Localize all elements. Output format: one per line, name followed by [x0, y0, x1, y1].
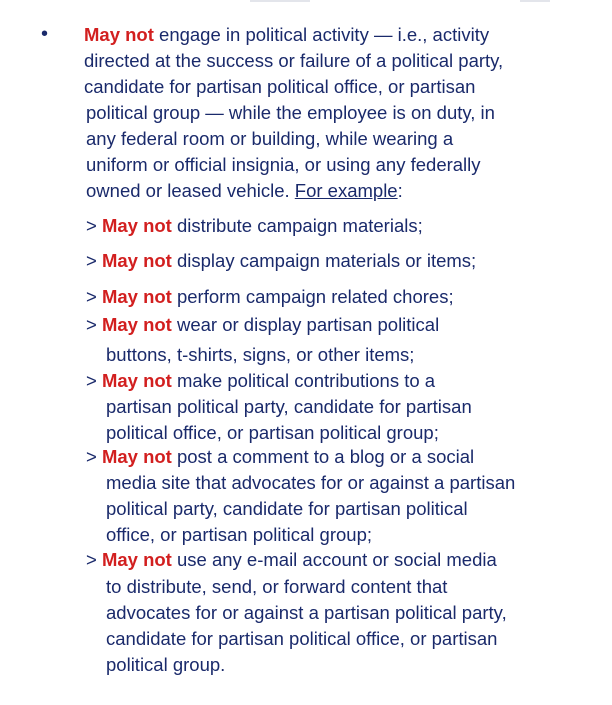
- lead-line-3: candidate for partisan political office, or partisan: [84, 76, 476, 97]
- may-not-label: May not: [84, 24, 154, 45]
- list-item-7: [86, 547, 497, 573]
- may-not-label: May not: [101, 370, 172, 391]
- for-example-label: For example: [294, 180, 398, 201]
- list-item-5: [86, 368, 435, 394]
- top-edge-artifact: [520, 0, 550, 2]
- item-text: distribute campaign materials;: [171, 215, 423, 236]
- item-marker: >: [86, 215, 102, 236]
- list-item-7-continuation: candidate for partisan political office, or partisan: [106, 628, 498, 649]
- list-item-6-continuation: media site that advocates for or against a partisan: [106, 472, 516, 493]
- list-item-7-continuation: to distribute, send, or forward content that: [106, 576, 448, 597]
- lead-line-5: any federal room or building, while wearing a: [86, 128, 454, 149]
- item-text: wear or display partisan political: [171, 314, 440, 335]
- list-item-7-continuation: advocates for or against a partisan political party,: [106, 602, 507, 623]
- lead-line-7: [86, 178, 403, 204]
- top-edge-artifact: [250, 0, 310, 2]
- item-text: display campaign materials or items;: [171, 250, 477, 271]
- item-text: make political contributions to a: [171, 370, 436, 391]
- list-item-3: [86, 284, 454, 310]
- lead-text: :: [397, 180, 403, 201]
- item-marker: >: [86, 314, 102, 335]
- list-item-5-continuation: partisan political party, candidate for partisan: [106, 396, 472, 417]
- item-marker: >: [86, 370, 102, 391]
- item-marker: >: [86, 446, 102, 467]
- may-not-label: May not: [101, 446, 172, 467]
- may-not-label: May not: [101, 215, 172, 236]
- lead-line-2: directed at the success or failure of a political party,: [84, 50, 504, 71]
- item-text: perform campaign related chores;: [171, 286, 454, 307]
- lead-line-1: [84, 22, 489, 48]
- lead-line-6: uniform or official insignia, or using any federally: [86, 154, 481, 175]
- bullet-marker: •: [41, 23, 49, 45]
- list-item-7-continuation: political group.: [106, 654, 226, 675]
- may-not-label: May not: [101, 286, 172, 307]
- list-item-5-continuation: political office, or partisan political group;: [106, 422, 439, 443]
- list-item-4-continuation: buttons, t-shirts, signs, or other items;: [106, 344, 415, 365]
- may-not-label: May not: [101, 314, 172, 335]
- list-item-6-continuation: office, or partisan political group;: [106, 524, 373, 545]
- lead-text: engage in political activity — i.e., activity: [153, 24, 490, 45]
- list-item-6: [86, 444, 474, 470]
- item-text: use any e-mail account or social media: [171, 549, 497, 570]
- item-marker: >: [86, 250, 102, 271]
- list-item-1: [86, 213, 423, 239]
- item-text: post a comment to a blog or a social: [171, 446, 475, 467]
- list-item-4: [86, 312, 439, 338]
- may-not-label: May not: [101, 549, 172, 570]
- list-item-2: [86, 248, 476, 274]
- list-item-6-continuation: political party, candidate for partisan political: [106, 498, 468, 519]
- may-not-label: May not: [101, 250, 172, 271]
- lead-text: owned or leased vehicle.: [86, 180, 295, 201]
- item-marker: >: [86, 286, 102, 307]
- lead-line-4: political group — while the employee is on duty, in: [86, 102, 495, 123]
- item-marker: >: [86, 549, 102, 570]
